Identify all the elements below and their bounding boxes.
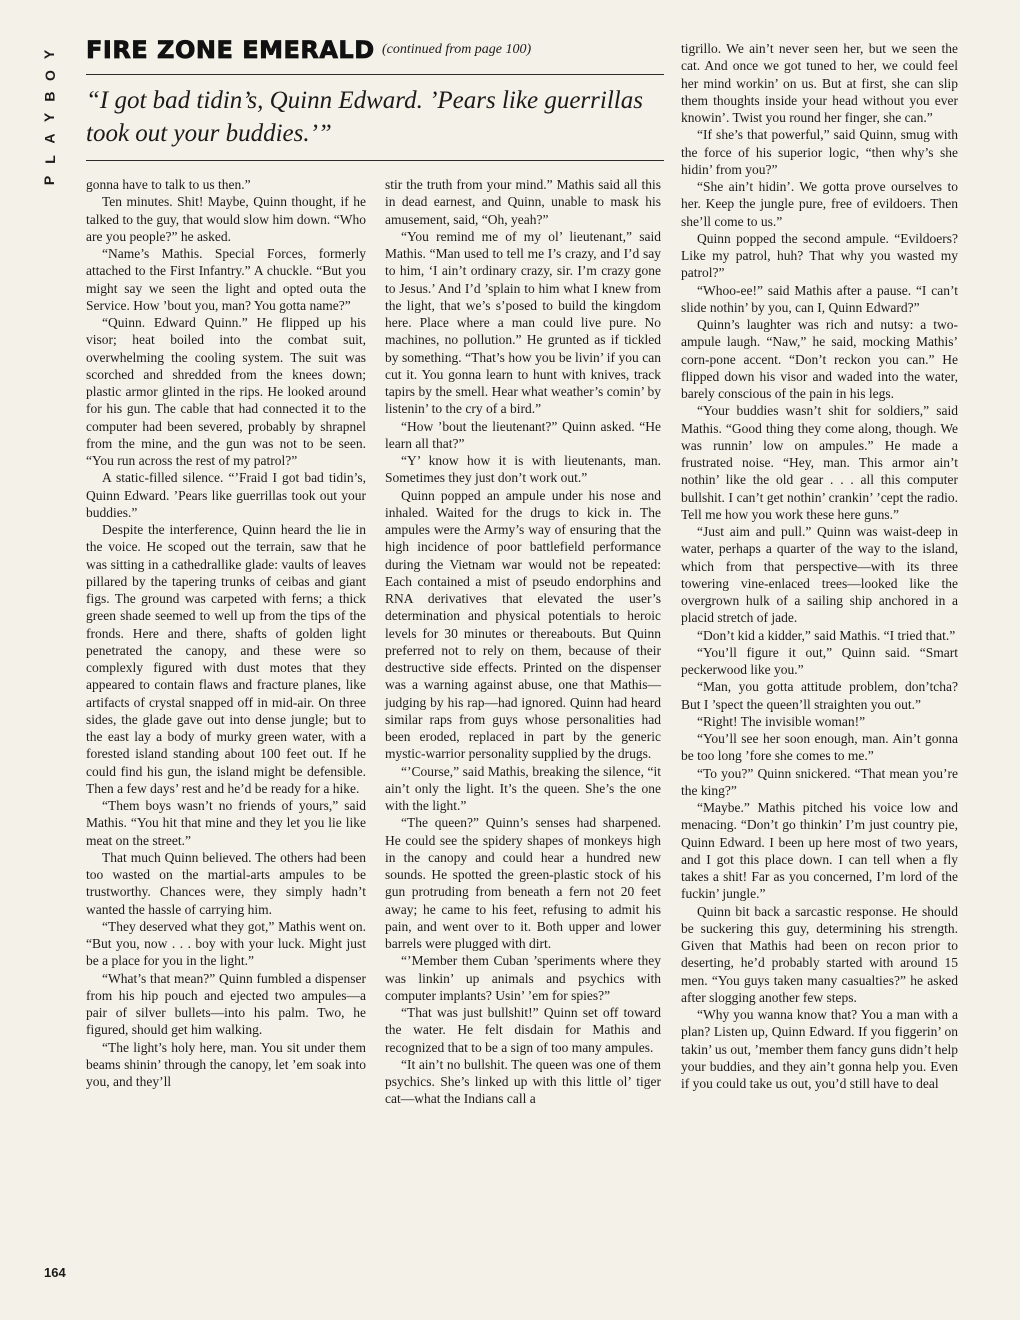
magazine-letter: L <box>41 155 58 164</box>
body-paragraph: “That was just bullshit!” Quinn set off toward the water. He felt disdain for Mathis and recognized that to be a sign of too many ampules. <box>385 1005 661 1055</box>
text-column-3 <box>681 40 958 1092</box>
body-paragraph: “Right! The invisible woman!” <box>697 713 866 729</box>
body-paragraph: “To you?” Quinn snickered. “That mean you’re the king?” <box>681 765 958 798</box>
body-paragraph: “Maybe.” Mathis pitched his voice low and menacing. “Don’t go thinkin’ I’m just country pie, Quinn Edward. I been up here most of two years, and I got this place down. I can tell when a fly takes a shit! Far as you concerned, I’m lord of the fuckin’ jungle.” <box>681 800 958 902</box>
body-paragraph: “’Member them Cuban ’speriments where they was linkin’ up animals and psychics with computer implants? Usin’ ’em for spies?” <box>385 953 661 1003</box>
body-paragraph: gonna have to talk to us then.” <box>86 177 251 192</box>
body-paragraph: “The light’s holy here, man. You sit under them beams shinin’ through the canopy, let ’em soak into you, and they’ll <box>86 1039 366 1089</box>
body-paragraph: Despite the interference, Quinn heard the lie in the voice. He scoped out the terrain, saw that he was sitting in a cathedrallike glade: vaults of leaves pillared by the tapering trunks of ceibas and giant figs. The ground was carpeted with ferns; a thick green shade seemed to well up from the tips of the fronds. Here and there, shafts of golden light penetrated the canopy, and these were so complexly figured with dust motes that they appeared to contain flaws and fracture planes, like artifacts of crystal snapped off in mid-air. On three sides, the glade gave out into dense jungle; but to the east lay a body of murky green water, with a forested island standing about 100 feet out. If he could find his gun, the island might be defensible. Then a few days’ rest and he’d be ready for a hike. <box>86 522 366 796</box>
body-paragraph: “You’ll figure it out,” Quinn said. “Smart peckerwood like you.” <box>681 644 958 677</box>
body-paragraph: “Don’t kid a kidder,” said Mathis. “I tried that.” <box>697 627 956 643</box>
body-paragraph: “Y’ know how it is with lieutenants, man. Sometimes they just don’t work out.” <box>385 453 661 486</box>
text-column-1 <box>86 176 366 1090</box>
body-paragraph: Quinn’s laughter was rich and nutsy: a two-ampule laugh. “Naw,” he said, mocking Mathis’ corn-pone accent. “Don’t reckon you can.” He flipped down his visor and waded into the water, barely conscious of the pain in his legs. <box>681 317 958 401</box>
body-paragraph: tigrillo. We ain’t never seen her, but we seen the cat. And once we got tuned to her, we could feel her mind workin’ on us. But at first, she can slip them thoughts inside your head without you ever knowin’. Twist you round her finger, she can.” <box>681 41 958 125</box>
magazine-letter: A <box>41 133 58 144</box>
story-header <box>86 36 666 70</box>
body-paragraph: “Whoo-ee!” said Mathis after a pause. “I can’t slide nothin’ by you, can I, Quinn Edward?” <box>681 282 958 315</box>
magazine-letter: Y <box>41 112 58 123</box>
body-paragraph: stir the truth from your mind.” Mathis said all this in dead earnest, and Quinn, unable to mask his amusement, said, “Oh, yeah?” <box>385 177 661 227</box>
body-paragraph: “’Course,” said Mathis, breaking the silence, “it ain’t only the light. It’s the queen. She’s the one with the light.” <box>385 763 661 813</box>
body-paragraph: “You remind me of my ol’ lieutenant,” said Mathis. “Man used to tell me I’s crazy, and I’d say to him, ‘I ain’t ordinary crazy, sir. I’m crazy gone to Jesus.’ And I’d ’splain to him what I knew from the light, that we’s s’posed to build the kingdom here. Place where a man could live pure. No machines, no pollution.” He grunted as if tickled by something. “That’s how you be livin’ if you can cut it. You gonna learn to hunt with knives, track tapirs by the smell. Hear what weather’s comin’ by listenin’ to the cry of a bird.” <box>385 228 661 417</box>
body-paragraph: Quinn popped an ampule under his nose and inhaled. Waited for the drugs to kick in. The ampules were the Army’s way of ensuring that the high incidence of poor battlefield performance during the Vietnam war would not be repeated: Each contained a mist of pseudo endorphins and RNA derivatives that elevated the user’s determination and physical potentials to heroic levels for 30 minutes or thereabouts. But Quinn preferred not to rely on them, because of their destructive side effects. Printed on the dispenser was a warning against abuse, one that Mathis—judging by his rap—had ignored. Quinn had heard similar raps from guys whose personalities had been eroded, replaced in part by the generic mystic-warrior personality supplied by the drugs. <box>385 487 661 762</box>
magazine-name-vertical <box>36 44 64 191</box>
body-paragraph: “How ’bout the lieutenant?” Quinn asked. “He learn all that?” <box>385 418 661 451</box>
body-paragraph: “They deserved what they got,” Mathis went on. “But you, now . . . boy with your luck. Might just be a place for you in the light.” <box>86 918 366 969</box>
body-paragraph: That much Quinn believed. The others had been too wasted on the martial-arts ampules to be trustworthy. Chances were, they simply hadn’t wanted the hassle of carrying him. <box>86 849 366 917</box>
pull-quote-top-rule <box>86 74 664 75</box>
body-paragraph: “She ain’t hidin’. We gotta prove ourselves to her. Keep the jungle pure, free of evildoers. Then she’ll come to us.” <box>681 179 958 229</box>
story-title: FIRE ZONE EMERALD <box>86 36 375 64</box>
body-paragraph: “Man, you gotta attitude problem, don’tcha? But I ’spect the queen’ll straighten you out.” <box>681 679 958 712</box>
body-paragraph: “It ain’t no bullshit. The queen was one of them psychics. She’s linked up with this little ol’ tiger cat—what the Indians call a <box>385 1056 661 1107</box>
magazine-letter: Y <box>41 49 58 60</box>
body-paragraph: A static-filled silence. “’Fraid I got bad tidin’s, Quinn Edward. ’Pears like guerrillas took out your buddies.” <box>86 470 366 520</box>
body-paragraph: “Just aim and pull.” Quinn was waist-deep in water, perhaps a quarter of the way to the island, which from that perspective—with its three towering vine-enlaced trees—looked like the overgrown hulk of a sailing ship anchored in a placid stretch of jade. <box>681 524 958 626</box>
body-paragraph: “Quinn. Edward Quinn.” He flipped up his visor; heat boiled into the combat suit, overwhelming the cooling system. The suit was scorched and shredded from the knees down; plastic armor glinted in the rips. He looked around for his gun. The cable that had connected it to the computer had been severed, probably by shrapnel from the mine, and the gun was not to be seen. “You run across the rest of my patrol?” <box>86 315 366 468</box>
pull-quote-bottom-rule <box>86 160 664 161</box>
body-paragraph: “You’ll see her soon enough, man. Ain’t gonna be too long ’fore she comes to me.” <box>681 731 958 764</box>
body-paragraph: “Them boys wasn’t no friends of yours,” said Mathis. “You hit that mine and they let you lie like meat on the street.” <box>86 798 366 848</box>
body-paragraph: “What’s that mean?” Quinn fumbled a dispenser from his hip pouch and ejected two ampules—a pair of silver bullets—into his palm. Two, he figured, should get him walking. <box>86 970 366 1038</box>
body-paragraph: “Why you wanna know that? You a man with a plan? Listen up, Quinn Edward. If you figgerin’ on takin’ us out, ’member them fancy guns didn’t help your buddies, and they ain’t gonna help you. Even if you could take us out, you’d still have to deal <box>681 1007 958 1091</box>
body-paragraph: “Your buddies wasn’t shit for soldiers,” said Mathis. “Good thing they come along, though. We was runnin’ low on ampules.” He made a frustrated noise. “Hey, man. This armor ain’t nothin’ like the old gear . . . all this computer bullshit. I can’t get nothin’ crankin’ ’cept the radio. Tell me how you work these here guns.” <box>681 403 958 522</box>
magazine-letter: P <box>41 175 58 186</box>
body-paragraph: Quinn bit back a sarcastic response. He should be suckering this guy, determining his strength. Given that Mathis had been on recon prior to deserting, he’d probably started with around 15 men. “You guys taken many casualties?” he asked after slogging another few steps. <box>681 903 958 1005</box>
magazine-letter: B <box>41 91 58 102</box>
continued-from-note: (continued from page 100) <box>382 42 532 57</box>
body-paragraph: Ten minutes. Shit! Maybe, Quinn thought, if he talked to the guy, that would slow him down. “Who are you people?” he asked. <box>86 194 366 244</box>
body-paragraph: “The queen?” Quinn’s senses had sharpened. He could see the spidery shapes of monkeys high in the canopy and could hear a hundred new sounds. He spotted the green-plastic stock of his gun protruding from beneath a fern not 20 feet away; he came to his feet, refusing to admit his pain, and went over to it. Both upper and lower barrels were plugged with dirt. <box>385 815 661 951</box>
page-number: 164 <box>44 1265 66 1280</box>
body-paragraph: “If she’s that powerful,” said Quinn, smug with the force of his superior logic, “then why’s she hidin’ from you?” <box>681 127 958 177</box>
pull-quote: “I got bad tidin’s, Quinn Edward. ’Pears like guerrillas took out your buddies.’” <box>86 87 643 147</box>
magazine-letter: O <box>41 70 58 81</box>
body-paragraph: Quinn popped the second ampule. “Evildoers? Like my patrol, huh? That why you wasted my patrol?” <box>681 230 958 281</box>
text-column-2 <box>385 176 661 1108</box>
body-paragraph: “Name’s Mathis. Special Forces, formerly attached to the First Infantry.” A chuckle. “But you might say we seen the light and opted outa the Service. How ’bout you, man? You gotta name?” <box>86 246 366 313</box>
